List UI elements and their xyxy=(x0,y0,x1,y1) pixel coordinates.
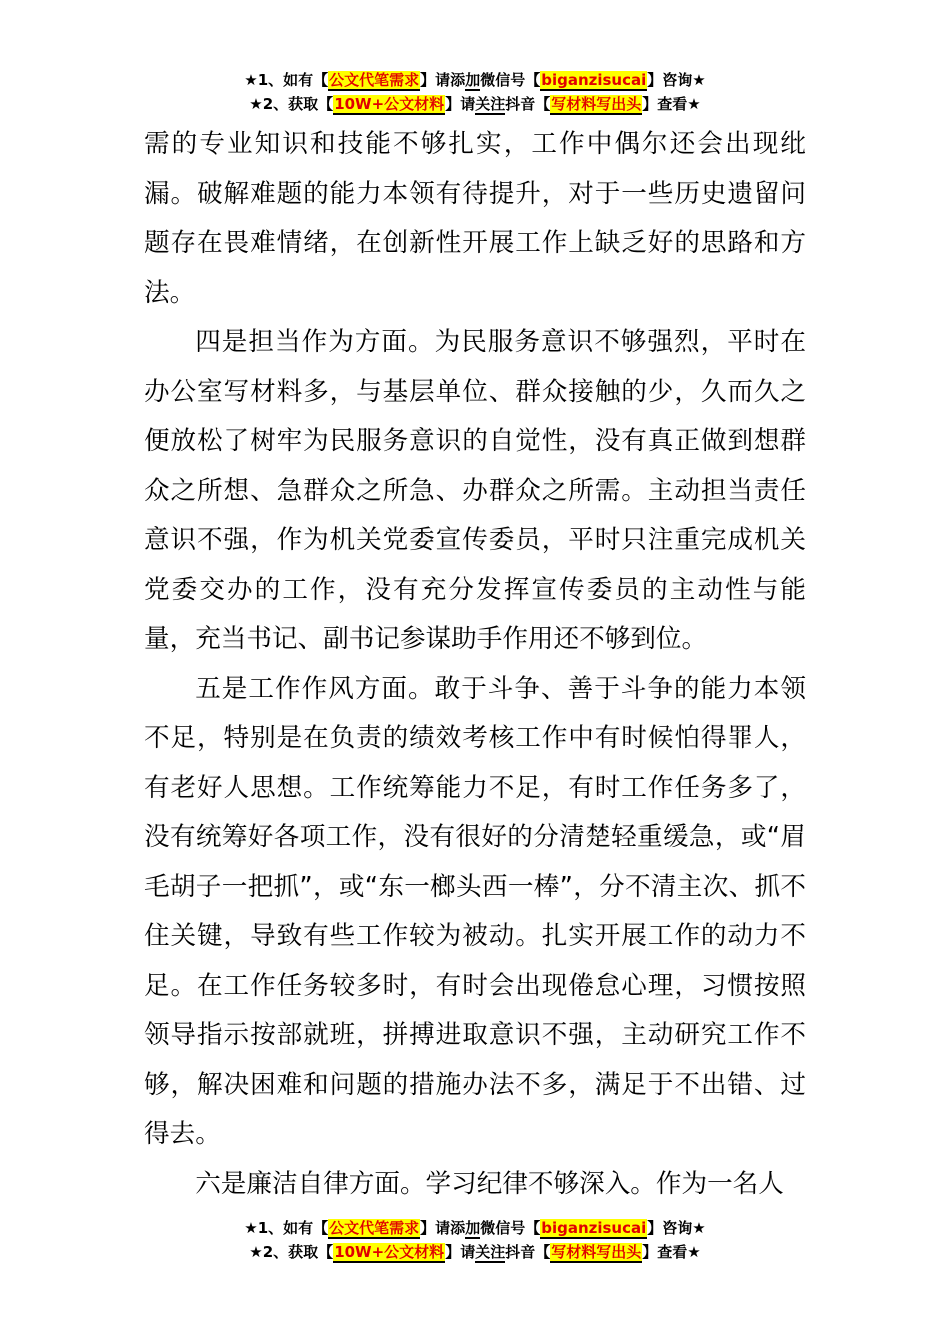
paragraph-continued: 需的专业知识和技能不够扎实，工作中偶尔还会出现纰漏。破解难题的能力本领有待提升，对于一些历史遗留问题存在畏难情绪，在创新性开展工作上缺乏好的思路和方法。 xyxy=(144,129,806,308)
footer-line-2 xyxy=(0,1240,950,1264)
highlight-douyin: 写材料写出头 xyxy=(551,95,642,113)
banner-text: ★2、获取【 xyxy=(249,95,334,113)
banner-underline-text: 关注 xyxy=(475,1243,506,1261)
highlight-service: 公文代笔需求 xyxy=(329,1219,420,1237)
banner-text: ★2、获取【 xyxy=(249,1243,334,1261)
banner-text: 】咨询★ xyxy=(647,71,706,89)
footer-banner xyxy=(0,1216,950,1264)
banner-underline-text: 加 xyxy=(465,71,481,89)
header-line-2 xyxy=(0,92,950,116)
banner-underline-text: 加 xyxy=(465,1219,481,1237)
banner-text: 】咨询★ xyxy=(647,1219,706,1237)
banner-text: 】请添 xyxy=(420,1219,466,1237)
paragraph-responsibility: 四是担当作为方面。为民服务意识不够强烈，平时在办公室写材料多，与基层单位、群众接触的少，久而久之便放松了树牢为民服务意识的自觉性，没有真正做到想群众之所想、急群众之所急、办群众之所需。主动担当责任意识不强，作为机关党委宣传委员，平时只注重完成机关党委交办的工作，没有充分发挥宣传委员的主动性与能量，充当书记、副书记参谋助手作用还不够到位。 xyxy=(144,327,806,654)
banner-text: 】查看★ xyxy=(642,1243,701,1261)
banner-text: 微信号【 xyxy=(480,71,541,89)
banner-text: 抖音【 xyxy=(505,1243,551,1261)
banner-text: 】请添 xyxy=(420,71,466,89)
banner-text: 】查看★ xyxy=(642,95,701,113)
banner-text: 抖音【 xyxy=(505,95,551,113)
banner-text: ★1、如有【 xyxy=(244,71,329,89)
highlight-materials: 10W+公文材料 xyxy=(334,95,445,113)
banner-text: ★1、如有【 xyxy=(244,1219,329,1237)
banner-text: 微信号【 xyxy=(480,1219,541,1237)
document-body xyxy=(144,120,806,1209)
header-banner xyxy=(0,68,950,116)
banner-text: 】请 xyxy=(445,95,476,113)
banner-underline-text: 关注 xyxy=(475,95,506,113)
banner-text: 】请 xyxy=(445,1243,476,1261)
footer-line-1 xyxy=(0,1216,950,1240)
highlight-service: 公文代笔需求 xyxy=(329,71,420,89)
highlight-wechat-id: biganzisucai xyxy=(541,1219,647,1237)
paragraph-integrity: 六是廉洁自律方面。学习纪律不够深入。作为一名人 xyxy=(195,1168,784,1199)
header-line-1 xyxy=(0,68,950,92)
highlight-douyin: 写材料写出头 xyxy=(551,1243,642,1261)
paragraph-work-style: 五是工作作风方面。敢于斗争、善于斗争的能力本领不足，特别是在负责的绩效考核工作中有时候怕得罪人，有老好人思想。工作统筹能力不足，有时工作任务多了，没有统筹好各项工作，没有很好的分清楚轻重缓急，或“眉毛胡子一把抓”，或“东一榔头西一棒”，分不清主次、抓不住关键，导致有些工作较为被动。扎实开展工作的动力不足。在工作任务较多时，有时会出现倦怠心理，习惯按照领导指示按部就班，拼搏进取意识不强，主动研究工作不够，解决困难和问题的措施办法不多，满足于不出错、过得去。 xyxy=(144,673,806,1149)
highlight-materials: 10W+公文材料 xyxy=(334,1243,445,1261)
highlight-wechat-id: biganzisucai xyxy=(541,71,647,89)
